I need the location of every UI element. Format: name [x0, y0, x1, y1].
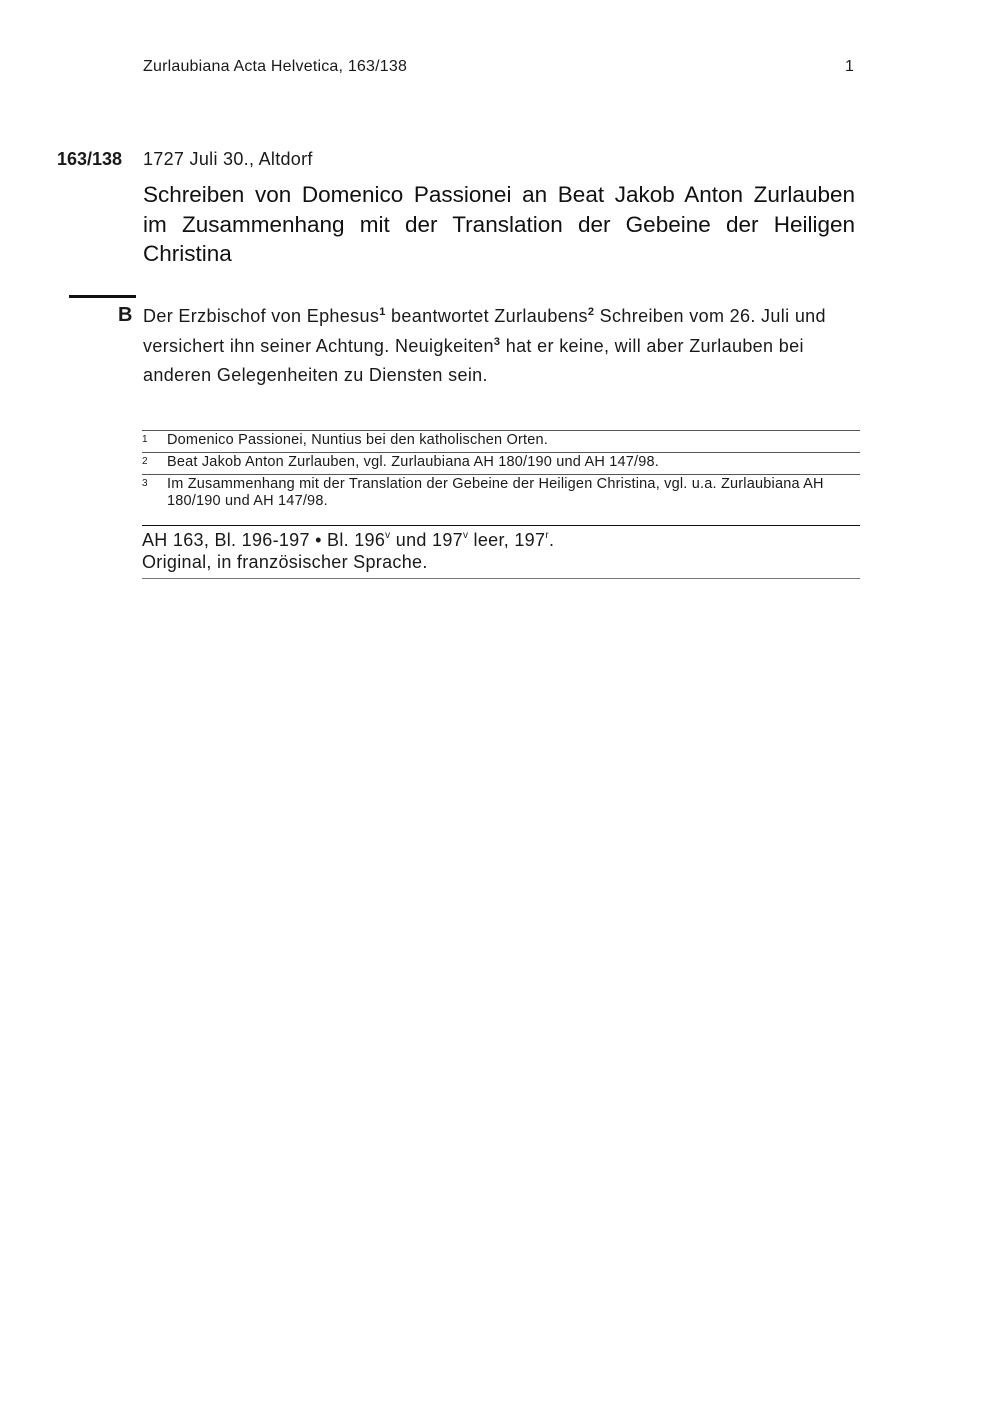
- footnote: [142, 430, 860, 452]
- document-number: 163/138: [57, 149, 123, 169]
- source-sup: v: [462, 530, 469, 541]
- summary-part: hat er keine, will aber Zurlauben bei anderen Gelegenheiten zu Diensten sein.: [143, 335, 804, 385]
- source-line-1: [142, 529, 860, 551]
- page-number: 1: [845, 58, 854, 75]
- running-header: Zurlaubiana Acta Helvetica, 163/138: [143, 58, 408, 75]
- summary-part: Schreiben vom 26. Juli und versichert ihn seiner Achtung. Neuigkeiten: [143, 306, 826, 356]
- source-sup: v: [385, 530, 391, 541]
- source-text: AH 163, Bl. 196-197 • Bl. 196: [142, 530, 386, 550]
- source-text: und 197: [390, 530, 463, 550]
- footnote-text: Im Zusammenhang mit der Translation der Gebeine der Heiligen Christina, vgl. u.a. Zurlaubiana AH 180/190 und AH 147/98.: [167, 476, 824, 509]
- footnote: [142, 452, 860, 474]
- document-date-place: 1727 Juli 30., Altdorf: [143, 149, 313, 169]
- source-text: .: [548, 530, 555, 550]
- summary-text: [143, 302, 863, 391]
- document-title: Schreiben von Domenico Passionei an Beat Jakob Anton Zurlauben im Zusammenhang mit der Translation der Gebeine der Heiligen Christina: [143, 182, 855, 266]
- footnote-ref: 2: [587, 306, 595, 318]
- footnote-ref: 1: [379, 306, 386, 318]
- summary-part: Der Erzbischof von Ephesus: [143, 306, 380, 326]
- source-line-2: Original, in französischer Sprache.: [142, 552, 428, 572]
- footnote-ref: 3: [493, 335, 501, 348]
- footnote-number: 1: [142, 434, 148, 445]
- source-note: [142, 525, 860, 579]
- summary-part: beantwortet Zurlaubens: [385, 306, 588, 326]
- footnote-text: Domenico Passionei, Nuntius bei den katholischen Orten.: [167, 432, 548, 448]
- source-sup: r: [545, 530, 549, 541]
- footnote: [142, 474, 860, 513]
- source-text: leer, 197: [468, 530, 546, 550]
- section-rule: [69, 295, 136, 298]
- footnote-number: 3: [142, 478, 148, 489]
- footnote-text: Beat Jakob Anton Zurlauben, vgl. Zurlaubiana AH 180/190 und AH 147/98.: [167, 454, 660, 470]
- section-marker: B: [118, 304, 133, 326]
- footnote-number: 2: [142, 456, 148, 467]
- footnotes: [142, 430, 860, 513]
